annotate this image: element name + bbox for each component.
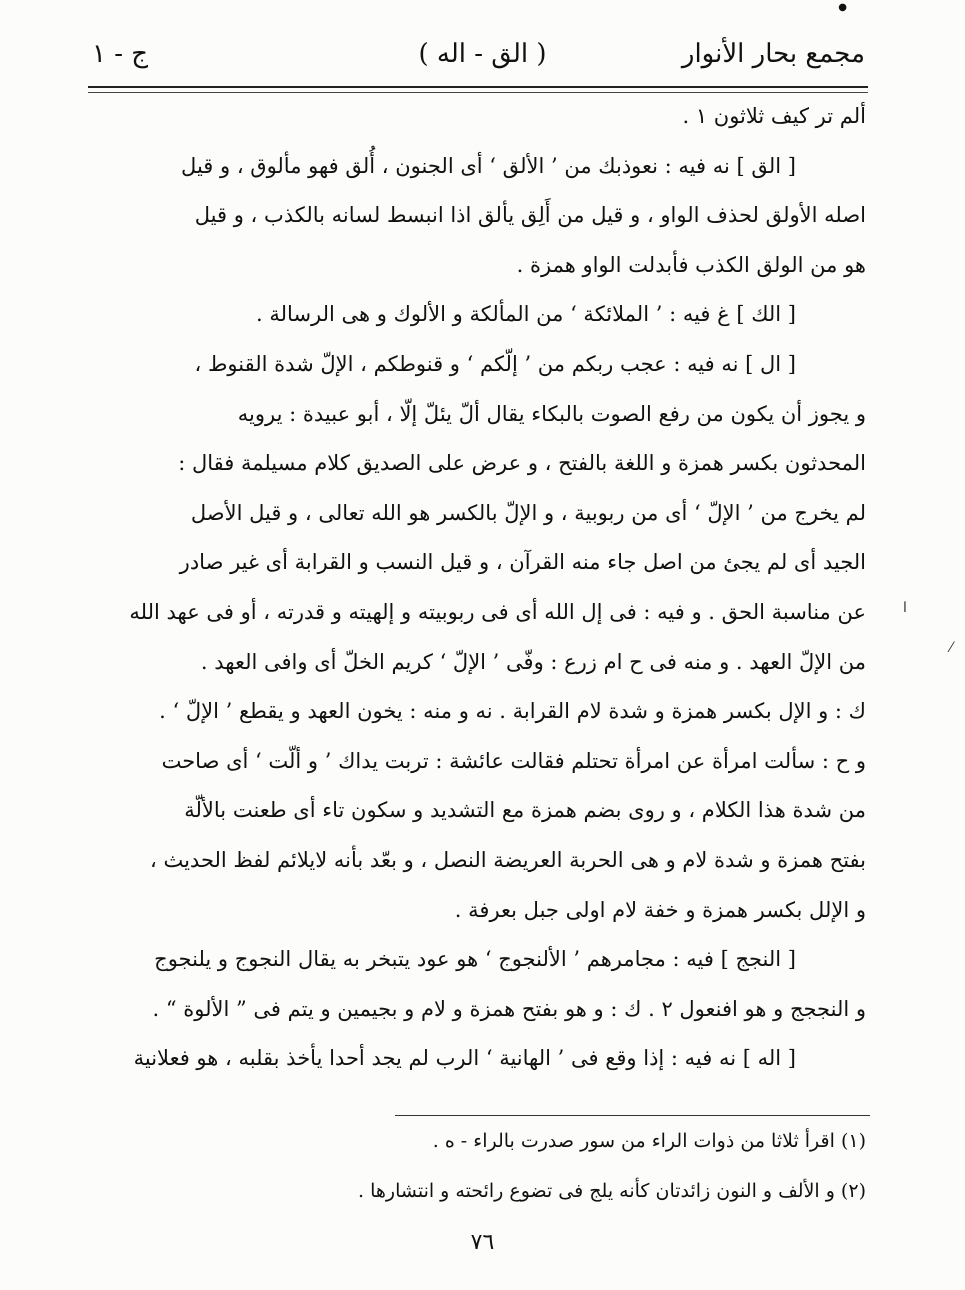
margin-mark: ا [903, 600, 907, 616]
text-line: [ اله ] نه فيه : إذا وقع فى ’ الهانية ‘ الرب لم يجد أحدا يأخذ بقلبه ، هو فعلانية [133, 1046, 796, 1071]
main-text [88, 92, 866, 1084]
text-line: [ الق ] نه فيه : نعوذبك من ’ الألق ‘ أى الجنون ، أُلق فهو مألوق ، و قيل [181, 153, 796, 178]
text-line: و النججج و هو افنعول ٢ . ك : و هو بفتح همزة و لام و بجيمين و يتم فى ” الألوة “ . [152, 996, 866, 1021]
text-line: المحدثون بكسر همزة و اللغة بالفتح ، و عرض على الصديق كلام مسيلمة فقال : [178, 451, 866, 476]
text-line: و الإلل بكسر همزة و خفة لام اولى جبل بعرفة . [454, 897, 866, 922]
text-line: الجيد أى لم يجئ من اصل جاء منه القرآن ، و قيل النسب و القرابة أى غير صادر [179, 550, 866, 575]
text-line: [ الك ] غ فيه : ’ الملائكة ‘ من المألكة و الألوك و هى الرسالة . [256, 302, 796, 327]
text-line: لم يخرج من ’ الإلّ ‘ أى من ربوبية ، و الإلّ بالكسر هو الله تعالى ، و قيل الأصل [190, 500, 866, 525]
text-line: عن مناسبة الحق . و فيه : فى إل الله أى فى ربوبيته و إلهيته و قدرته ، أو فى عهد الله [129, 599, 866, 624]
running-title: مجمع بحار الأنوار [681, 39, 865, 69]
footnote: (٢) و الألف و النون زائدتان كأنه يلج فى تضوع رائحته و انتشارها . [358, 1180, 866, 1202]
ink-speck: ● [838, 2, 847, 13]
footnote-rule [395, 1115, 870, 1116]
volume-label: ج - ١ [92, 39, 149, 69]
text-line: [ ال ] نه فيه : عجب ربكم من ’ إلّكم ‘ و قنوطكم ، الإلّ شدة القنوط ، [194, 351, 796, 376]
header-rule [88, 86, 868, 88]
text-line: ك : و الإل بكسر همزة و شدة لام القرابة . نه و منه : يخون العهد و يقطع ’ الإلّ ‘ . [159, 699, 866, 724]
text-line: ألم تر كيف ثلاثون ١ . [682, 104, 866, 128]
footnote: (١) اقرأ ثلاثا من ذوات الراء من سور صدرت بالراء - ه . [432, 1130, 866, 1152]
section-range: ( الق - اله ) [418, 39, 547, 69]
page-number: ٧٦ [470, 1230, 495, 1255]
text-line: و يجوز أن يكون من رفع الصوت بالبكاء يقال ألّ يئلّ إلّا ، أبو عبيدة : يرويه [237, 401, 866, 426]
text-line: [ النجج ] فيه : مجامرهم ’ الألنجوج ‘ هو عود يتبخر به يقال النجوج و يلنجوج [154, 947, 796, 972]
text-line: و ح : سألت امرأة عن امرأة تحتلم فقالت عائشة : تربت يداك ’ و ألّت ‘ أى صاحت [161, 748, 866, 773]
text-line: من شدة هذا الكلام ، و روى بضم همزة مع التشديد و سكون تاء أى طعنت بالألّة [184, 798, 866, 823]
text-line: هو من الولق الكذب فأبدلت الواو همزة . [516, 252, 866, 277]
text-line: من الإلّ العهد . و منه فى ح ام زرع : وفّى ’ الإلّ ‘ كريم الخلّ أى وافى العهد . [200, 649, 866, 674]
margin-mark: ⁄ [950, 640, 953, 656]
text-line: بفتح همزة و شدة لام و هى الحربة العريضة النصل ، و بعّد بأنه لايلائم لفظ الحديث ، [150, 847, 866, 872]
text-line: اصله الأولق لحذف الواو ، و قيل من أَلِق يألق اذا انبسط لسانه بالكذب ، و قيل [194, 203, 866, 228]
